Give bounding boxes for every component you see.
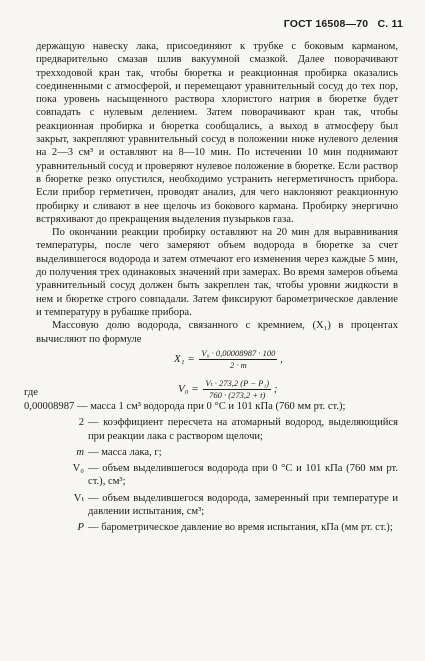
definition-term: V₀ (72, 463, 84, 475)
formula-v0-fraction (203, 378, 271, 401)
formula-v0-lhs: V₀ = (178, 382, 199, 395)
definition-item (24, 446, 398, 459)
page-number: С. 11 (377, 18, 403, 30)
definition-term: 2 (78, 417, 84, 429)
definition-term: 0,00008987 (24, 401, 75, 412)
paragraph-continuation: держащую навеску лака, присоединяют к трубке с боковым карманом, предварительно смазав шлив вакуумной смазкой. Далее поворачивают трехходовой кран так, чтобы бюретка и реакционная пробирка оказались соединенными с атмосферой, и перемещают уравнительный сосуд до тех пор, пока уровень насыщенного раствора хлористого натрия в бюретке будет совпадать с нулевым делением. Затем поворачивают кран так, чтобы реакционная пробирка и бюретка сообщались, а выход в атмосферу был закрыт, закрепляют уравнительный сосуд в положении ниже нулевого деления на 2—3 см³ и оставляют на 8—10 мин. По истечении 10 мин поднимают уравнительный сосуд и проверяют нулевое положение в бюретке. Если раствор в бюретке резко опустился, необходимо устранить негерметичность прибора. Если прибор герметичен, проводят анализ, для чего наклоняют реакционную пробирку и сливают в нее щелочь из бокового кармана. Пробирку энергично встряхивают до прекращения выделения пузырьков газа. (36, 41, 398, 225)
formula-x1-end: , (280, 352, 283, 365)
formula-v0 (178, 378, 279, 401)
page-header (284, 18, 403, 30)
definition-term: P (77, 522, 84, 534)
definition-item (24, 462, 398, 489)
definition-item (24, 521, 398, 534)
formula-v0-numerator: Vₜ · 273,2 (P − P₁) (205, 377, 270, 388)
definition-text: — коэффициент пересчета на атомарный водород, выделяющийся при реакции лака с раствором щелочи; (88, 417, 398, 442)
definition-text: — барометрическое давление во время испытания, кПа (мм рт. ст.); (88, 522, 393, 534)
definition-text: — объем выделившегося водорода при 0 °С и 101 кПа (760 мм рт. ст.), см³; (88, 463, 398, 488)
definition-text: — масса 1 см³ водорода при 0 °С и 101 кПа (760 мм рт. ст.); (76, 401, 346, 412)
formula-x1-denominator: 2 · m (230, 359, 247, 370)
formula-x1-fraction (199, 348, 277, 371)
paragraph-formula-intro: Массовую долю водорода, связанного с кремнием, (X₁) в процентах вычисляют по формуле (36, 320, 398, 345)
definition-term: Vₜ (73, 492, 84, 504)
formula-x1 (174, 348, 285, 371)
definitions-list (24, 400, 398, 538)
where-label: где (24, 386, 38, 398)
definition-item (24, 416, 398, 443)
definition-item (24, 400, 398, 413)
definition-term: m (76, 446, 84, 458)
formula-v0-denominator: 760 · (273,2 + t) (209, 389, 266, 400)
body-text (24, 40, 398, 414)
definition-item (24, 492, 398, 519)
formula-v0-end: ; (273, 382, 278, 395)
paragraph-reaction: По окончании реакции пробирку оставляют на 20 мин для выравнивания температуры, после чего замеряют объем водорода в бюретке за счет выделившегося водорода и затем отмечают его изменения через каждые 5 мин, до получения трех одинаковых значений при замерах. Во время замеров объема уравнительный сосуд должен быть закреплен так, чтобы уровни жидкости в нем и бюретке строго совпадали. Затем фиксируют барометрическое давление и температуру в рубашке прибора. (36, 227, 398, 318)
standard-number: ГОСТ 16508—70 (283, 18, 369, 30)
formula-x1-numerator: V₀ · 0,00008987 · 100 (201, 347, 276, 358)
definition-text: — объем выделившегося водорода, замеренный при температуре и давлении испытания, см³; (88, 492, 398, 518)
formula-x1-lhs: X₁ = (174, 352, 195, 365)
definition-text: — масса лака, г; (88, 446, 162, 458)
